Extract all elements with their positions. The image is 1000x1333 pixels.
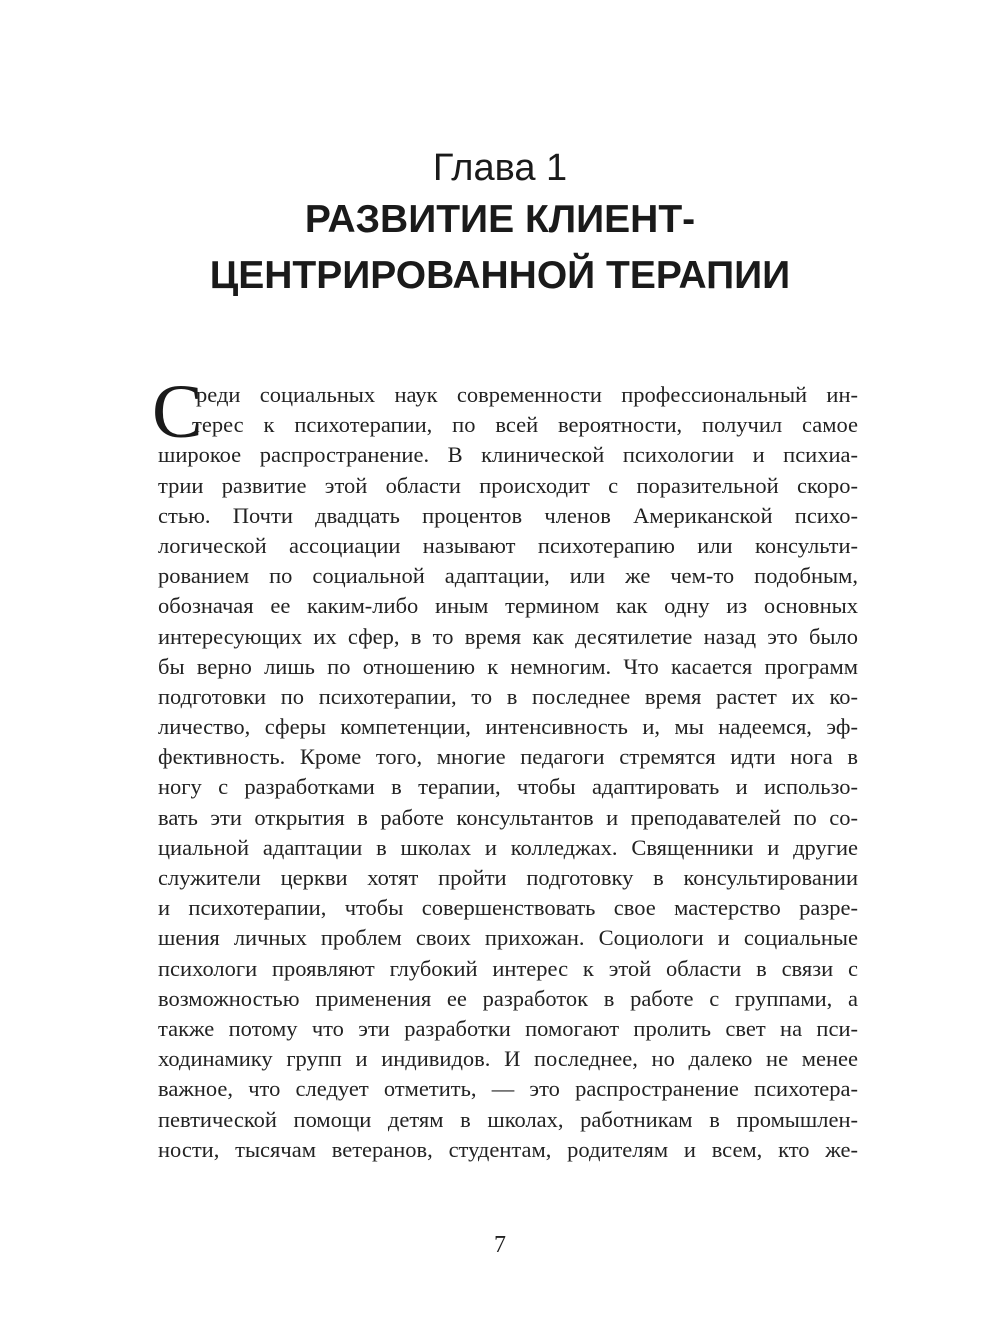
text-line: бы верно лишь по отношению к немногим. Что касается программ [158, 653, 858, 679]
drop-cap: С [152, 370, 203, 454]
text-line: интересующих их сфер, в то время как десятилетие назад это было [158, 623, 858, 649]
text-line: шения личных проблем своих прихожан. Социологи и социальные [158, 925, 858, 951]
text-line: ногу с разработками в терапии, чтобы адаптировать и использо- [158, 774, 858, 800]
chapter-title [0, 192, 1000, 304]
text-line: подготовки по психотерапии, то в последнее время растет их ко- [158, 683, 858, 709]
text-line: служители церкви хотят пройти подготовку в консультировании [158, 865, 858, 890]
text-line: важное, что следует отметить, — это распространение психотера- [158, 1076, 858, 1102]
text-line: обозначая ее каким-либо иным термином как одну из основных [158, 593, 858, 619]
text-line: логической ассоциации называют психотерапию или консульти- [158, 532, 858, 558]
text-line: возможностью применения ее разработок в работе с группами, а [158, 985, 858, 1011]
text-line: реди социальных наук современности профессиональный ин- [196, 382, 858, 407]
text-line: трии развитие этой области происходит с поразительной скоро- [158, 472, 858, 498]
text-line: широкое распространение. В клинической психологии и психиа- [158, 442, 858, 468]
page-number: 7 [494, 1232, 506, 1258]
text-line: ности, тысячам ветеранов, студентам, родителям и всем, кто же- [158, 1136, 858, 1162]
chapter-title-line-1: РАЗВИТИЕ КЛИЕНТ- [304, 198, 696, 241]
text-line: фективность. Кроме того, многие педагоги стремятся идти нога в [158, 744, 858, 770]
body-paragraph [152, 370, 858, 1165]
text-line: также потому что эти разработки помогают пролить свет на пси- [158, 1015, 858, 1041]
text-line: циальной адаптации в школах и колледжах. Священники и другие [158, 834, 858, 860]
text-line: личество, сферы компетенции, интенсивность и, мы надеемся, эф- [158, 714, 858, 740]
chapter-label: Глава 1 [432, 147, 568, 189]
text-line: и психотерапии, чтобы совершенствовать свое мастерство разре- [158, 895, 858, 921]
text-line: певтической помощи детям в школах, работникам в промышлен- [158, 1106, 858, 1132]
text-line: ходинамику групп и индивидов. И последнее, но далеко не менее [158, 1046, 858, 1072]
text-line: вать эти открытия в работе консультантов и преподавателей по со- [158, 804, 858, 830]
chapter-title-line-2: ЦЕНТРИРОВАННОЙ ТЕРАПИИ [209, 254, 791, 297]
text-line: психологи проявляют глубокий интерес к этой области в связи с [158, 955, 858, 981]
text-line: терес к психотерапии, по всей вероятности, получил самое [192, 412, 858, 438]
text-line: рованием по социальной адаптации, или же чем-то подобным, [158, 563, 858, 589]
text-line: стью. Почти двадцать процентов членов Американской психо- [158, 502, 858, 528]
